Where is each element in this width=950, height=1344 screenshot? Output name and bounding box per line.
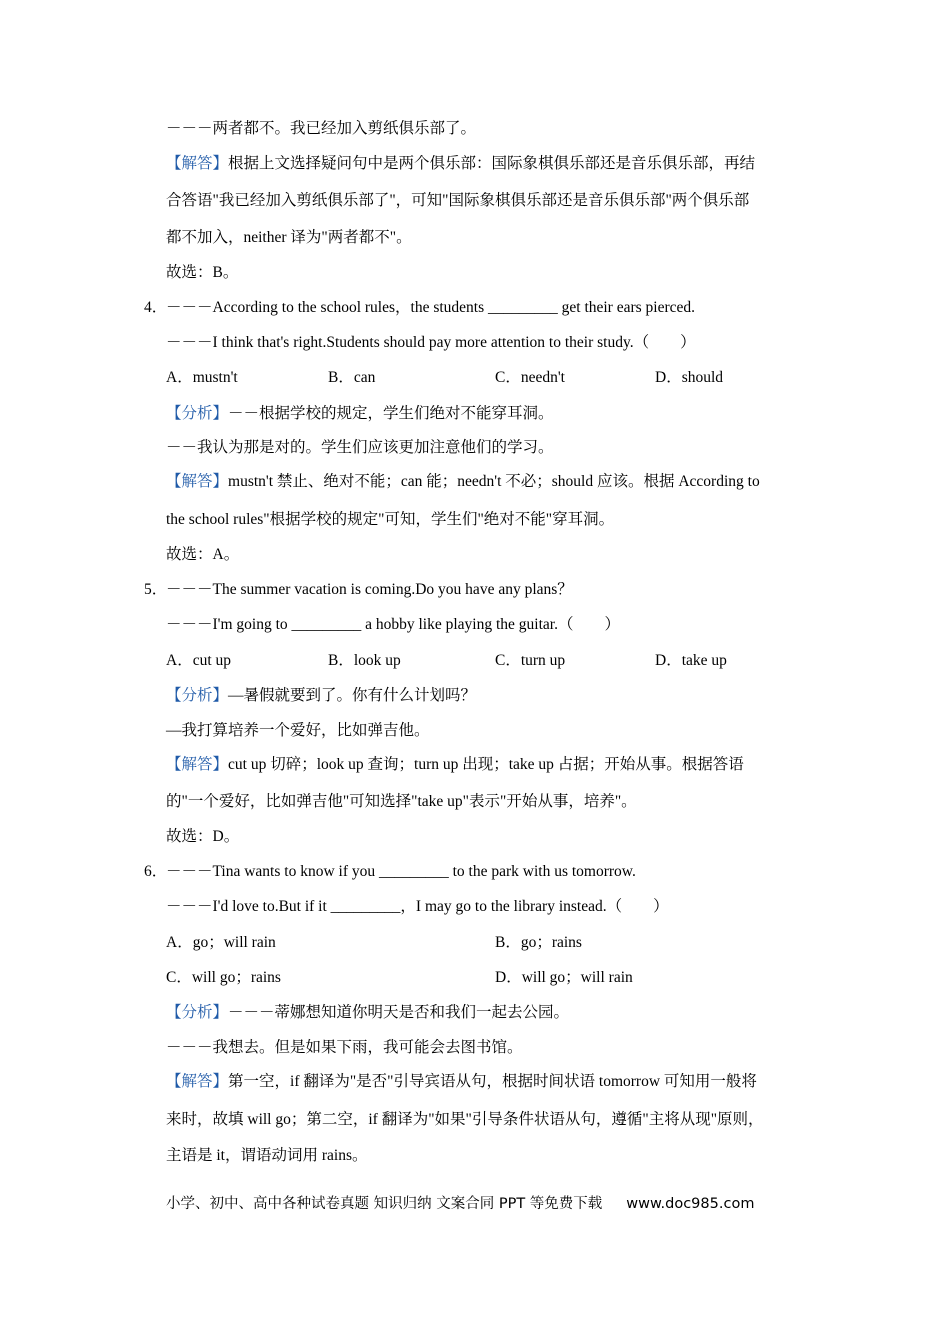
q5-line-1: －－－The summer vacation is coming.Do you have any plans？ [166,581,573,598]
q6-option-b: B．go；rains [495,934,582,951]
q4-choice: 故选：A。 [166,546,240,563]
footer-text: 小学、初中、高中各种试卷真题 知识归纳 文案合同 PPT 等免费下载 [166,1196,603,1212]
q4-jieda-line-2: the school rules"根据学校的规定"可知，学生们"绝对不能"穿耳洞。 [166,511,615,528]
prev-jieda-line-3: 都不加入，neither 译为"两者都不"。 [166,229,412,246]
q6-option-d: D．will go；will rain [495,969,633,986]
q5-fenxi-line-1 [166,686,476,706]
q4-option-b: B．can [328,369,376,386]
prev-answer-line: －－－两者都不。我已经加入剪纸俱乐部了。 [166,120,477,137]
q4-number: 4． [144,299,168,316]
q6-jieda-line-3: 主语是 it，谓语动词用 rains。 [166,1147,368,1164]
fenxi-text: －－－蒂娜想知道你明天是否和我们一起去公园。 [228,1004,570,1021]
jieda-tag: 【解答】 [166,473,229,490]
fenxi-tag: 【分析】 [166,687,229,704]
jieda-text: cut up 切碎；look up 查询；turn up 出现；take up 占据；开始从事。根据答语 [228,756,744,773]
q4-option-d: D．should [655,369,724,386]
q4-line-1: －－－According to the school rules，the students _________ get their ears pierced. [166,299,696,316]
q5-number: 5． [144,581,168,598]
q4-option-a: A．mustn't [166,369,238,386]
q5-jieda-line-1 [166,755,744,775]
q5-choice: 故选：D。 [166,828,240,845]
q6-fenxi-line-2: －－－我想去。但是如果下雨，我可能会去图书馆。 [166,1039,523,1056]
q4-fenxi-line-1 [166,404,554,424]
prev-jieda-line-1 [166,154,755,174]
jieda-text: mustn't 禁止、绝对不能；can 能；needn't 不必；should 应该。根据 According to [228,473,760,490]
jieda-text: 根据上文选择疑问句中是两个俱乐部：国际象棋俱乐部还是音乐俱乐部，再结 [228,155,756,172]
q5-option-b: B．look up [328,652,401,669]
footer-url[interactable]: www.doc985.com [626,1196,755,1212]
q5-option-a: A．cut up [166,652,232,669]
jieda-tag: 【解答】 [166,155,229,172]
q6-line-2: －－－I'd love to.But if it _________，I may go to the library instead.（ ） [166,898,669,915]
q6-jieda-line-1 [166,1072,757,1092]
q5-jieda-line-2: 的"一个爱好，比如弹吉他"可知选择"take up"表示"开始从事，培养"。 [166,793,637,810]
q6-line-1: －－－Tina wants to know if you _________ to the park with us tomorrow. [166,863,636,880]
fenxi-text: —暑假就要到了。你有什么计划吗？ [228,687,477,704]
q5-option-d: D．take up [655,652,727,669]
q4-jieda-line-1 [166,472,760,492]
prev-choice: 故选：B。 [166,264,239,281]
jieda-tag: 【解答】 [166,756,229,773]
q6-jieda-line-2: 来时，故填 will go；第二空，if 翻译为"如果"引导条件状语从句，遵循"主将从现"原则， [166,1111,764,1128]
jieda-tag: 【解答】 [166,1073,229,1090]
fenxi-tag: 【分析】 [166,1004,229,1021]
q4-line-2: －－－I think that's right.Students should pay more attention to their study.（ ） [166,334,696,351]
q4-fenxi-line-2: －－我认为那是对的。学生们应该更加注意他们的学习。 [166,439,554,456]
q5-fenxi-line-2: —我打算培养一个爱好，比如弹吉他。 [166,722,430,739]
q4-option-c: C．needn't [495,369,565,386]
q5-option-c: C．turn up [495,652,566,669]
q6-option-a: A．go；will rain [166,934,276,951]
prev-jieda-line-2: 合答语"我已经加入剪纸俱乐部了"，可知"国际象棋俱乐部还是音乐俱乐部"两个俱乐部 [166,192,750,209]
q5-line-2: －－－I'm going to _________ a hobby like playing the guitar.（ ） [166,616,620,633]
page-footer [166,1192,754,1213]
q6-number: 6． [144,863,168,880]
q6-fenxi-line-1 [166,1003,569,1023]
q6-option-c: C．will go；rains [166,969,281,986]
fenxi-tag: 【分析】 [166,405,229,422]
jieda-text: 第一空，if 翻译为"是否"引导宾语从句，根据时间状语 tomorrow 可知用一般将 [228,1073,757,1090]
fenxi-text: －－根据学校的规定，学生们绝对不能穿耳洞。 [228,405,554,422]
